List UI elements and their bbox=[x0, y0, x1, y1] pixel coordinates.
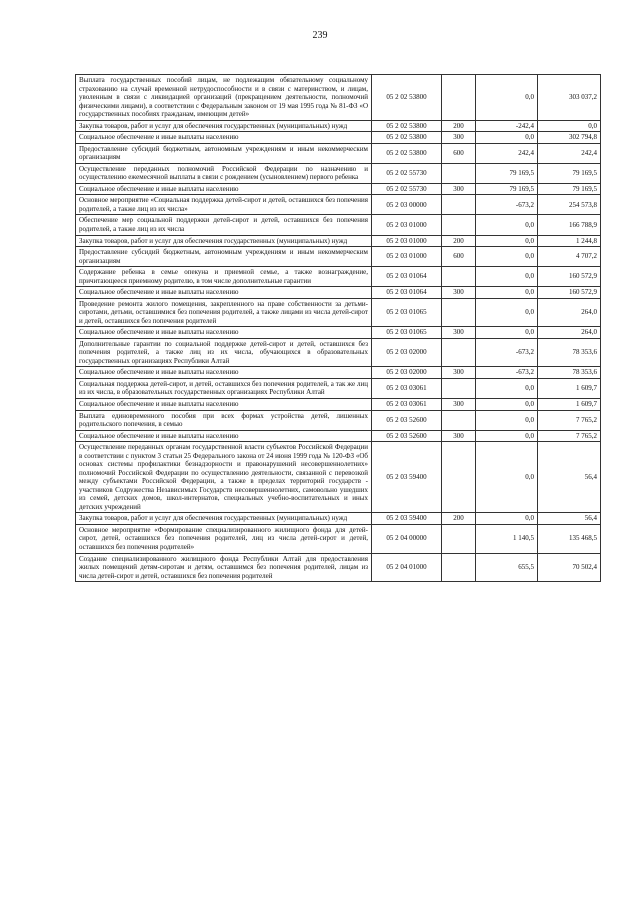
table-row bbox=[76, 327, 601, 339]
row-total-amount: 254 573,8 bbox=[538, 195, 601, 215]
table-row bbox=[76, 287, 601, 299]
row-code: 05 2 02 55730 bbox=[372, 183, 442, 195]
row-change-amount: -673,2 bbox=[476, 338, 538, 367]
row-total-amount: 302 794,8 bbox=[538, 132, 601, 144]
row-name: Выплата единовременного пособия при всех формах устройства детей, лишенных родительского попечения, в семью bbox=[76, 410, 372, 430]
row-name: Обеспечение мер социальной поддержки детей-сирот и детей, оставшихся без попечения родителей, а также лиц из их числа bbox=[76, 215, 372, 235]
row-expense-type: 200 bbox=[442, 513, 476, 525]
row-name: Социальное обеспечение и иные выплаты населению bbox=[76, 367, 372, 379]
row-expense-type bbox=[442, 267, 476, 287]
table-row bbox=[76, 235, 601, 247]
row-change-amount: 655,5 bbox=[476, 553, 538, 582]
budget-table bbox=[75, 74, 601, 582]
row-code: 05 2 03 59400 bbox=[372, 442, 442, 513]
row-total-amount: 7 765,2 bbox=[538, 410, 601, 430]
row-code: 05 2 03 01000 bbox=[372, 247, 442, 267]
row-change-amount: -673,2 bbox=[476, 195, 538, 215]
row-expense-type: 300 bbox=[442, 183, 476, 195]
row-change-amount: 0,0 bbox=[476, 410, 538, 430]
row-code: 05 2 03 01000 bbox=[372, 235, 442, 247]
row-change-amount: 0,0 bbox=[476, 513, 538, 525]
row-change-amount: 0,0 bbox=[476, 235, 538, 247]
row-code: 05 2 03 01065 bbox=[372, 327, 442, 339]
row-expense-type bbox=[442, 410, 476, 430]
row-expense-type: 300 bbox=[442, 327, 476, 339]
row-name: Осуществление переданных органам государственной власти субъектов Российской Федерации в соответствии с пунктом 3 статьи 25 Федерального закона от 24 июня 1999 года № 120-ФЗ «Об основах системы профилактики безнадзорности и правонарушений несовершеннолетних» полномочий Российской Федерации по осуществлению деятельности, связанной с перевозкой между субъектами Российской Федерации, а также в пределах территорий государств - участников Содружества Независимых Государств несовершеннолетних, самовольно ушедших из семей, детских домов, школ-интернатов, специальных учебно-воспитательных и иных детских учреждений bbox=[76, 442, 372, 513]
row-expense-type bbox=[442, 442, 476, 513]
row-code: 05 2 03 03061 bbox=[372, 399, 442, 411]
row-change-amount: 1 140,5 bbox=[476, 524, 538, 553]
row-name: Социальное обеспечение и иные выплаты населению bbox=[76, 132, 372, 144]
table-row bbox=[76, 367, 601, 379]
page-number: 239 bbox=[312, 30, 328, 41]
row-expense-type: 300 bbox=[442, 430, 476, 442]
row-total-amount: 7 765,2 bbox=[538, 430, 601, 442]
row-expense-type: 300 bbox=[442, 287, 476, 299]
table-row bbox=[76, 143, 601, 163]
row-expense-type: 300 bbox=[442, 132, 476, 144]
row-expense-type bbox=[442, 338, 476, 367]
row-total-amount: 1 609,7 bbox=[538, 399, 601, 411]
row-change-amount: 0,0 bbox=[476, 267, 538, 287]
table-row bbox=[76, 442, 601, 513]
row-code: 05 2 02 53800 bbox=[372, 132, 442, 144]
row-expense-type bbox=[442, 195, 476, 215]
row-name: Закупка товаров, работ и услуг для обеспечения государственных (муниципальных) нужд bbox=[76, 235, 372, 247]
row-expense-type: 600 bbox=[442, 247, 476, 267]
row-total-amount: 303 037,2 bbox=[538, 75, 601, 121]
row-total-amount: 4 707,2 bbox=[538, 247, 601, 267]
row-name: Социальное обеспечение и иные выплаты населению bbox=[76, 287, 372, 299]
row-change-amount: 0,0 bbox=[476, 430, 538, 442]
row-expense-type bbox=[442, 553, 476, 582]
row-change-amount: 0,0 bbox=[476, 75, 538, 121]
row-name: Социальное обеспечение и иные выплаты населению bbox=[76, 183, 372, 195]
row-total-amount: 264,0 bbox=[538, 327, 601, 339]
row-total-amount: 166 788,9 bbox=[538, 215, 601, 235]
row-name: Социальное обеспечение и иные выплаты населению bbox=[76, 399, 372, 411]
row-change-amount: 0,0 bbox=[476, 442, 538, 513]
row-change-amount: -242,4 bbox=[476, 120, 538, 132]
row-code: 05 2 03 02000 bbox=[372, 367, 442, 379]
row-expense-type: 300 bbox=[442, 367, 476, 379]
row-name: Предоставление субсидий бюджетным, автономным учреждениям и иным некоммерческим организациям bbox=[76, 143, 372, 163]
table-row bbox=[76, 163, 601, 183]
row-change-amount: 79 169,5 bbox=[476, 183, 538, 195]
row-change-amount: -673,2 bbox=[476, 367, 538, 379]
row-change-amount: 0,0 bbox=[476, 378, 538, 398]
table-row bbox=[76, 410, 601, 430]
table-row bbox=[76, 183, 601, 195]
row-code: 05 2 02 53800 bbox=[372, 120, 442, 132]
row-code: 05 2 03 52600 bbox=[372, 430, 442, 442]
row-expense-type bbox=[442, 298, 476, 327]
row-expense-type bbox=[442, 75, 476, 121]
row-change-amount: 0,0 bbox=[476, 215, 538, 235]
row-change-amount: 79 169,5 bbox=[476, 163, 538, 183]
row-expense-type: 300 bbox=[442, 399, 476, 411]
row-total-amount: 264,0 bbox=[538, 298, 601, 327]
row-total-amount: 78 353,6 bbox=[538, 367, 601, 379]
row-change-amount: 0,0 bbox=[476, 287, 538, 299]
row-expense-type bbox=[442, 215, 476, 235]
table-row bbox=[76, 267, 601, 287]
row-total-amount: 0,0 bbox=[538, 120, 601, 132]
row-total-amount: 1 244,8 bbox=[538, 235, 601, 247]
row-name: Выплата государственных пособий лицам, не подлежащим обязательному социальному страхованию на случай временной нетрудоспособности и в связи с материнством, и лицам, уволенным в связи с ликвидацией организаций (прекращением деятельности, полномочий физическими лицами), в соответствии с Федеральным законом от 19 мая 1995 года № 81-ФЗ «О государственных пособиях гражданам, имеющим детей» bbox=[76, 75, 372, 121]
row-code: 05 2 03 01065 bbox=[372, 298, 442, 327]
row-total-amount: 78 353,6 bbox=[538, 338, 601, 367]
table-row bbox=[76, 75, 601, 121]
table-row bbox=[76, 524, 601, 553]
row-code: 05 2 03 01000 bbox=[372, 215, 442, 235]
table-row bbox=[76, 215, 601, 235]
table-row bbox=[76, 378, 601, 398]
row-expense-type: 200 bbox=[442, 235, 476, 247]
table-row bbox=[76, 338, 601, 367]
budget-table-body bbox=[76, 75, 601, 582]
row-total-amount: 160 572,9 bbox=[538, 267, 601, 287]
row-total-amount: 79 169,5 bbox=[538, 163, 601, 183]
row-expense-type bbox=[442, 378, 476, 398]
row-code: 05 2 03 59400 bbox=[372, 513, 442, 525]
row-total-amount: 242,4 bbox=[538, 143, 601, 163]
row-name: Дополнительные гарантии по социальной поддержке детей-сирот и детей, оставшихся без попечения родителей, а также лиц из их числа, обучающихся в образовательных государственных организациях Республики Алтай bbox=[76, 338, 372, 367]
row-code: 05 2 03 01064 bbox=[372, 287, 442, 299]
table-row bbox=[76, 298, 601, 327]
row-total-amount: 1 609,7 bbox=[538, 378, 601, 398]
row-total-amount: 160 572,9 bbox=[538, 287, 601, 299]
table-row bbox=[76, 195, 601, 215]
row-name: Социальное обеспечение и иные выплаты населению bbox=[76, 430, 372, 442]
row-name: Осуществление переданных полномочий Российской Федерации по назначению и осуществлению ежемесячной выплаты в связи с рождением (усыновлением) первого ребенка bbox=[76, 163, 372, 183]
table-row bbox=[76, 399, 601, 411]
row-change-amount: 0,0 bbox=[476, 247, 538, 267]
row-code: 05 2 03 01064 bbox=[372, 267, 442, 287]
row-code: 05 2 03 52600 bbox=[372, 410, 442, 430]
row-code: 05 2 03 02000 bbox=[372, 338, 442, 367]
row-name: Закупка товаров, работ и услуг для обеспечения государственных (муниципальных) нужд bbox=[76, 513, 372, 525]
row-name: Социальная поддержка детей-сирот, и детей, оставшихся без попечения родителей, а так же лиц из их числа, в образовательных государственных организациях Республики Алтай bbox=[76, 378, 372, 398]
row-total-amount: 79 169,5 bbox=[538, 183, 601, 195]
row-expense-type bbox=[442, 524, 476, 553]
row-name: Проведение ремонта жилого помещения, закрепленного на праве собственности за детьми-сиротами, детьми, оставшимися без попечения родителей, а также лицами из числа детей-сирот и детей, оставшихся без попечения родителей bbox=[76, 298, 372, 327]
row-name: Предоставление субсидий бюджетным, автономным учреждениям и иным некоммерческим организациям bbox=[76, 247, 372, 267]
row-change-amount: 0,0 bbox=[476, 132, 538, 144]
row-name: Закупка товаров, работ и услуг для обеспечения государственных (муниципальных) нужд bbox=[76, 120, 372, 132]
table-row bbox=[76, 513, 601, 525]
row-change-amount: 0,0 bbox=[476, 298, 538, 327]
table-row bbox=[76, 247, 601, 267]
row-expense-type: 200 bbox=[442, 120, 476, 132]
table-row bbox=[76, 120, 601, 132]
row-name: Содержание ребенка в семье опекуна и приемной семье, а также вознаграждение, причитающееся приемному родителю, в том числе дополнительные гарантии bbox=[76, 267, 372, 287]
row-name: Основное мероприятие «Формирование специализированного жилищного фонда для детей-сирот, детей, оставшихся без попечения родителей, лиц из числа детей-сирот и детей, оставшихся без попечения родителей» bbox=[76, 524, 372, 553]
row-total-amount: 70 502,4 bbox=[538, 553, 601, 582]
row-change-amount: 0,0 bbox=[476, 399, 538, 411]
row-name: Создание специализированного жилищного фонда Республики Алтай для предоставления жилых помещений детям-сиротам и детям, оставшимся без попечения родителей, лицам из числа детей-сирот и детей, оставшихся без попечения родителей bbox=[76, 553, 372, 582]
row-expense-type bbox=[442, 163, 476, 183]
row-code: 05 2 02 53800 bbox=[372, 75, 442, 121]
row-expense-type: 600 bbox=[442, 143, 476, 163]
row-change-amount: 0,0 bbox=[476, 327, 538, 339]
row-code: 05 2 03 03061 bbox=[372, 378, 442, 398]
row-total-amount: 135 468,5 bbox=[538, 524, 601, 553]
row-code: 05 2 04 01000 bbox=[372, 553, 442, 582]
table-row bbox=[76, 132, 601, 144]
row-code: 05 2 03 00000 bbox=[372, 195, 442, 215]
table-row bbox=[76, 553, 601, 582]
row-code: 05 2 02 53800 bbox=[372, 143, 442, 163]
row-change-amount: 242,4 bbox=[476, 143, 538, 163]
row-code: 05 2 02 55730 bbox=[372, 163, 442, 183]
row-name: Основное мероприятие «Социальная поддержка детей-сирот и детей, оставшихся без попечения родителей, а также лиц из их числа» bbox=[76, 195, 372, 215]
row-total-amount: 56,4 bbox=[538, 442, 601, 513]
table-row bbox=[76, 430, 601, 442]
row-name: Социальное обеспечение и иные выплаты населению bbox=[76, 327, 372, 339]
row-total-amount: 56,4 bbox=[538, 513, 601, 525]
row-code: 05 2 04 00000 bbox=[372, 524, 442, 553]
